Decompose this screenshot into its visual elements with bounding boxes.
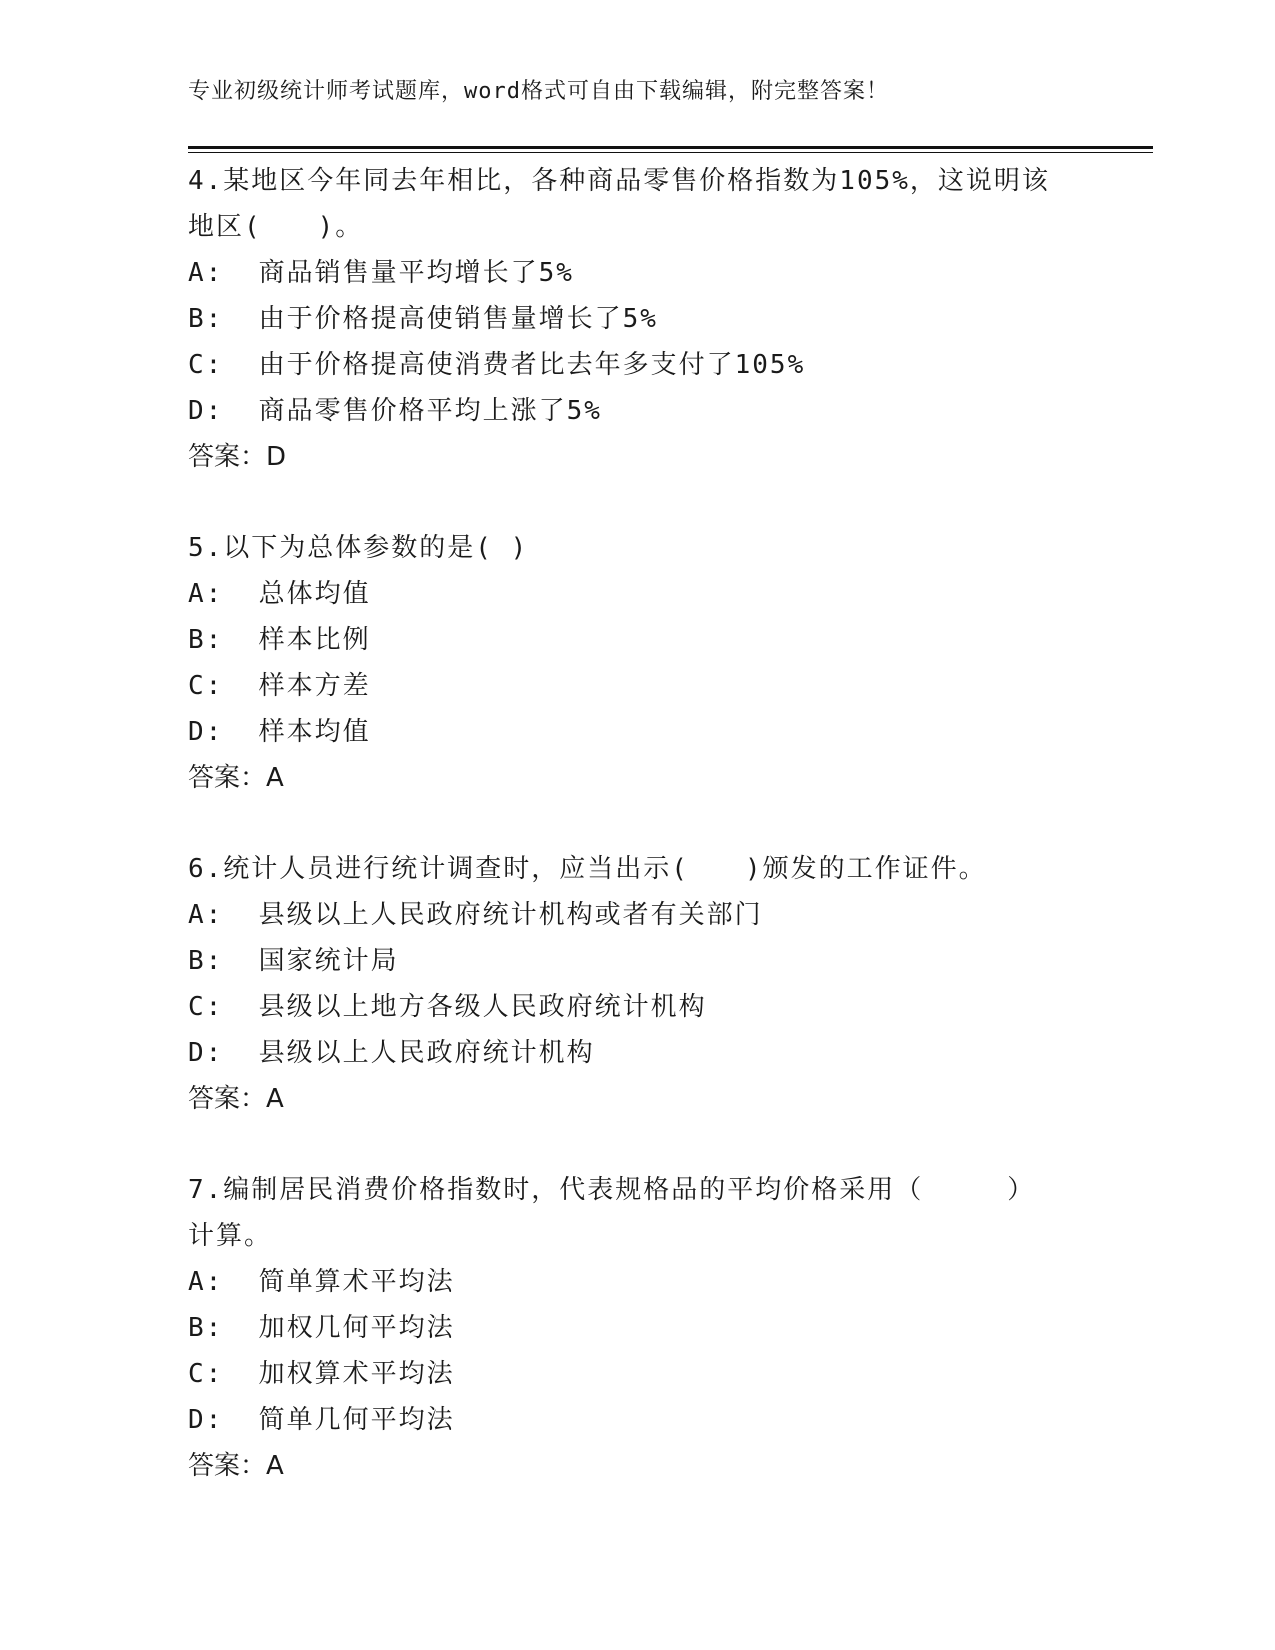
question-stem: 5.以下为总体参数的是( )	[188, 533, 529, 563]
option-c: C: 加权算术平均法	[188, 1359, 455, 1389]
option-a: A: 总体均值	[188, 579, 371, 609]
option-b: B: 国家统计局	[188, 946, 399, 976]
page-header: 专业初级统计师考试题库，word格式可自由下载编辑，附完整答案！	[188, 79, 889, 104]
question-block-4	[188, 158, 1088, 480]
question-stem: 4.某地区今年同去年相比，各种商品零售价格指数为105%，这说明该	[188, 166, 1050, 196]
option-b: B: 加权几何平均法	[188, 1313, 455, 1343]
question-block-7	[188, 1167, 1088, 1489]
question-stem: 地区( )。	[188, 212, 364, 242]
answer-line: 答案：A	[188, 1451, 284, 1481]
question-stem: 7.编制居民消费价格指数时，代表规格品的平均价格采用（ ）	[188, 1175, 1036, 1205]
header-divider-thin	[188, 152, 1153, 153]
option-a: A: 县级以上人民政府统计机构或者有关部门	[188, 900, 763, 930]
option-d: D: 样本均值	[188, 717, 371, 747]
question-stem: 计算。	[188, 1221, 273, 1251]
option-a: A: 简单算术平均法	[188, 1267, 455, 1297]
question-block-6	[188, 846, 1088, 1122]
option-c: C: 由于价格提高使消费者比去年多支付了105%	[188, 350, 806, 380]
question-list	[188, 158, 1088, 1534]
option-b: B: 样本比例	[188, 625, 371, 655]
option-d: D: 商品零售价格平均上涨了5%	[188, 396, 602, 426]
answer-line: 答案：A	[188, 763, 284, 793]
option-b: B: 由于价格提高使销售量增长了5%	[188, 304, 658, 334]
option-d: D: 县级以上人民政府统计机构	[188, 1038, 595, 1068]
question-stem: 6.统计人员进行统计调查时，应当出示( )颁发的工作证件。	[188, 854, 987, 884]
option-a: A: 商品销售量平均增长了5%	[188, 258, 574, 288]
answer-line: 答案：A	[188, 1084, 284, 1114]
question-block-5	[188, 525, 1088, 801]
option-c: C: 样本方差	[188, 671, 371, 701]
option-d: D: 简单几何平均法	[188, 1405, 455, 1435]
answer-line: 答案：D	[188, 442, 287, 472]
option-c: C: 县级以上地方各级人民政府统计机构	[188, 992, 707, 1022]
header-divider-thick	[188, 146, 1153, 149]
